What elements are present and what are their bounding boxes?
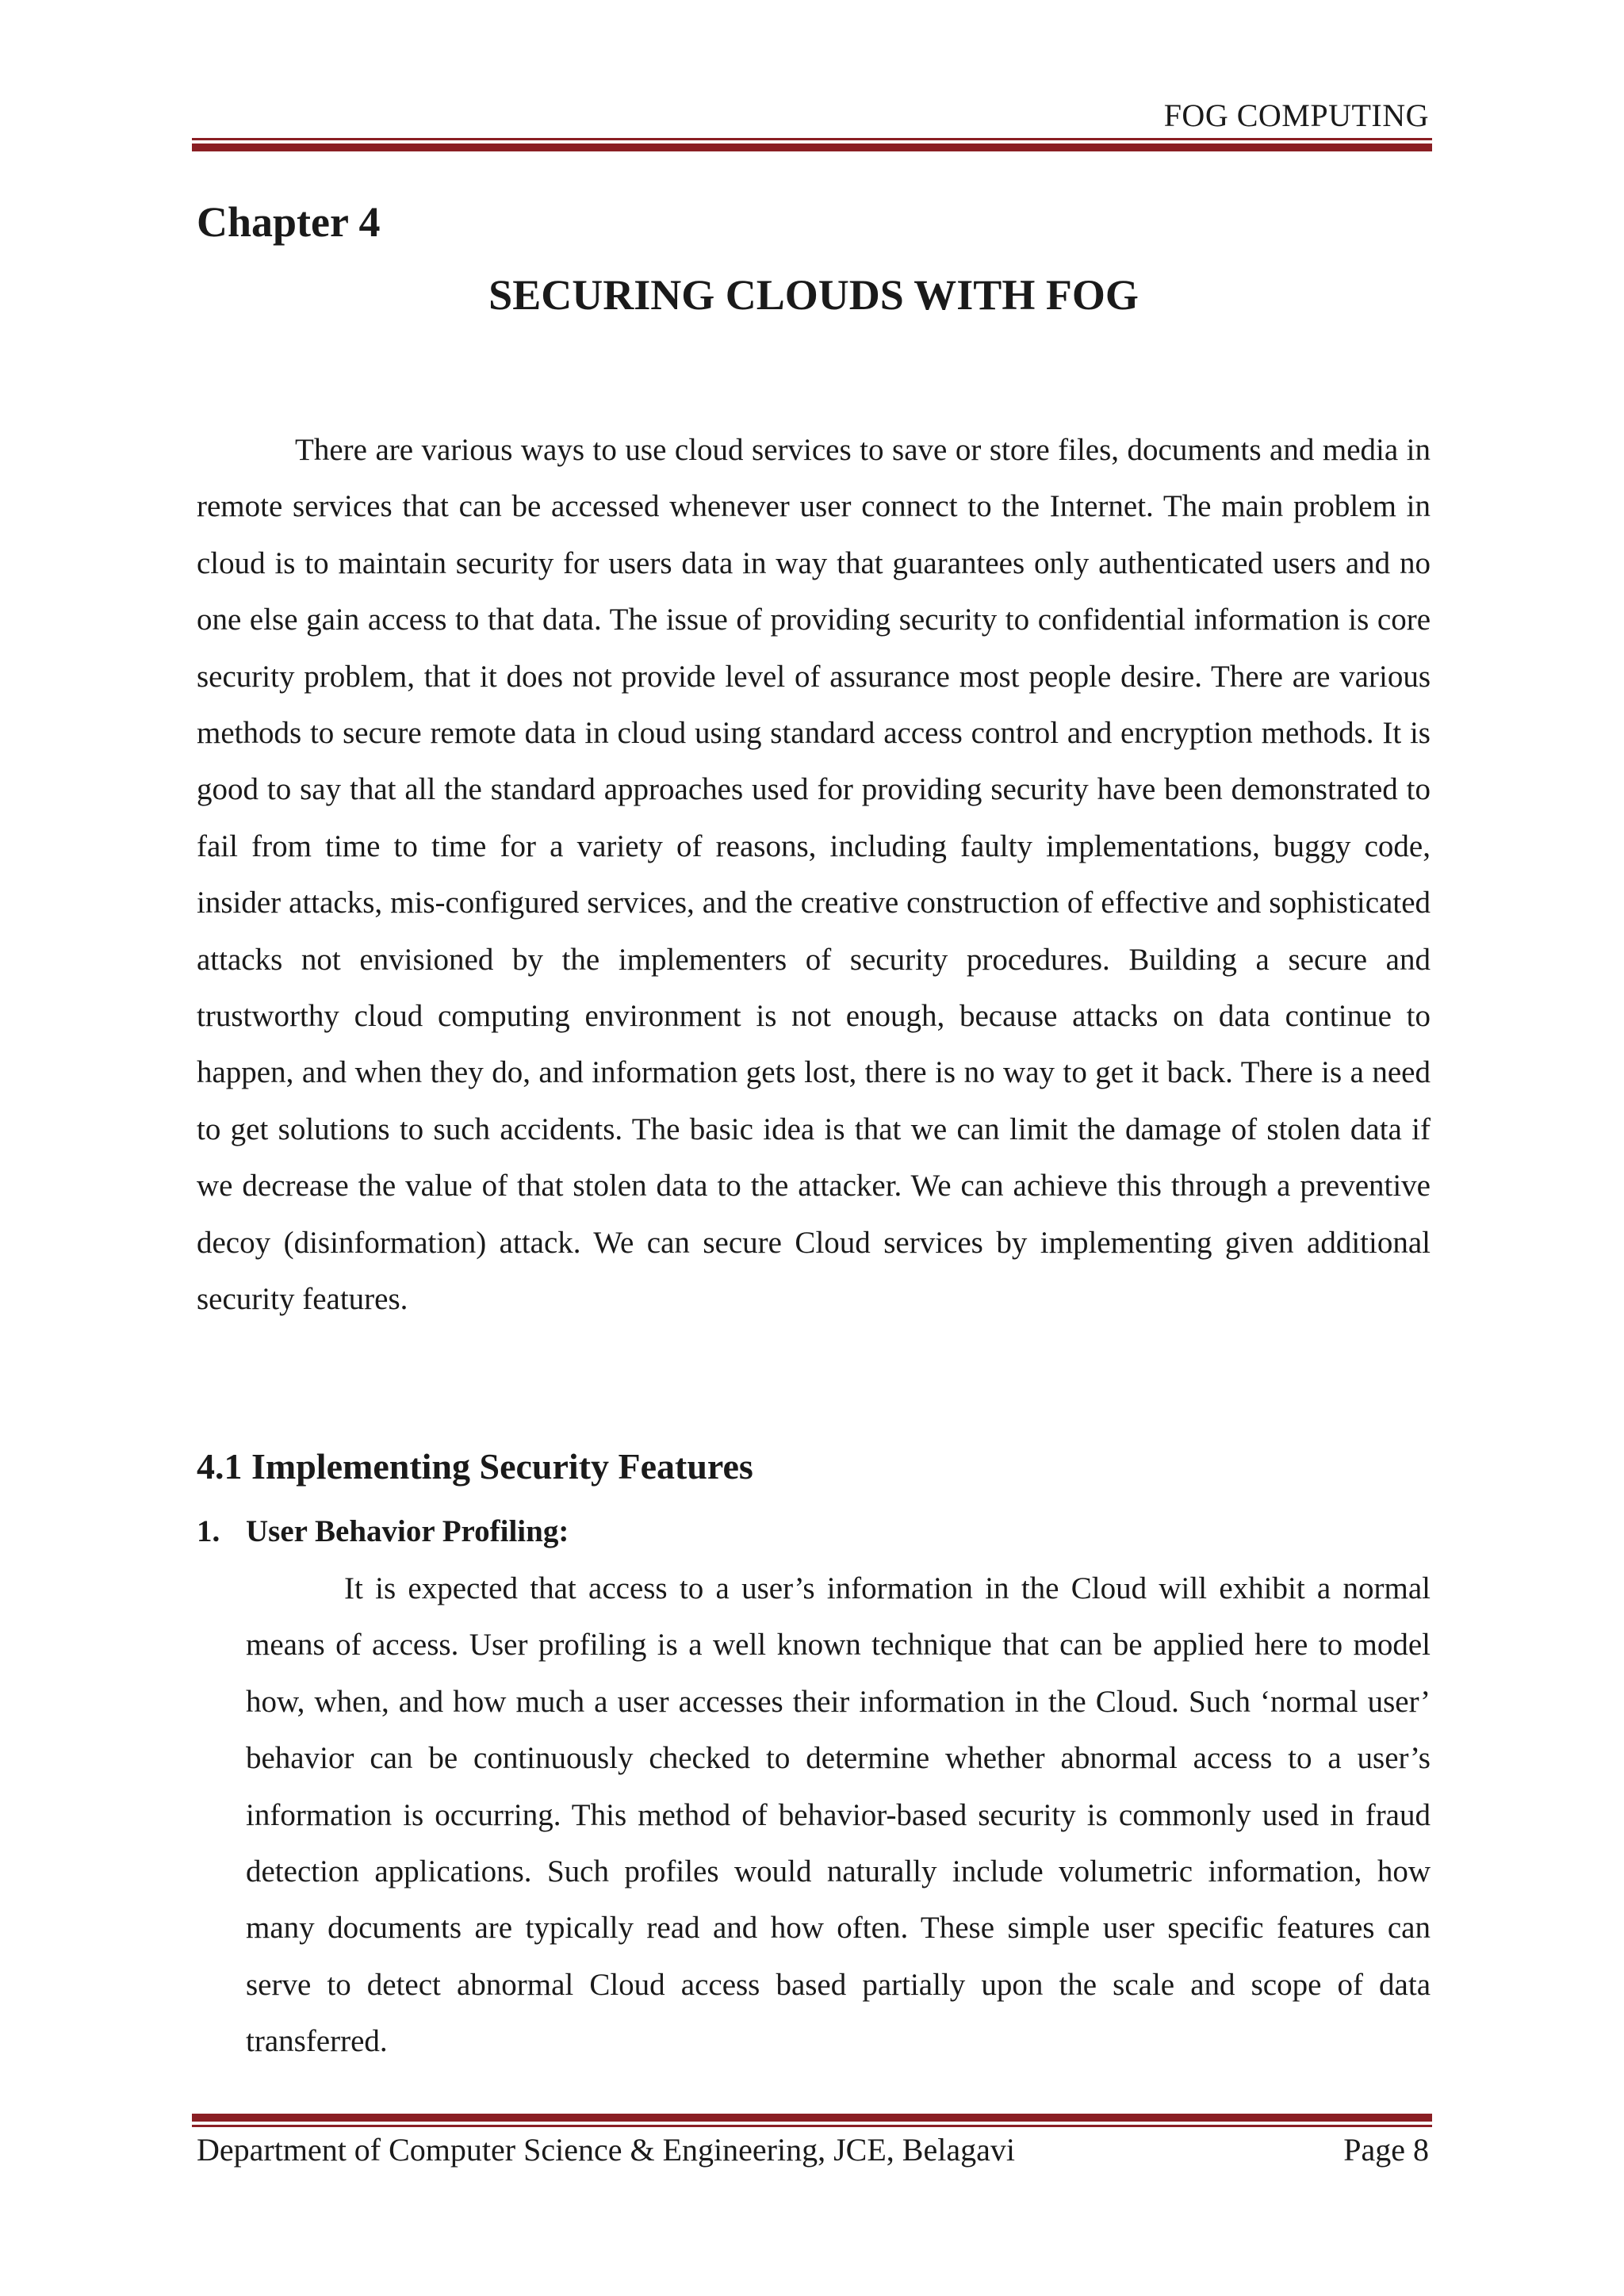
intro-paragraph: There are various ways to use cloud services to save or store files, documents and media in remote services that can be accessed whenever user connect to the Internet. The main problem in cloud is to maintain security for users data in way that guarantees only authenticated users and no one else gain access to that data. The issue of providing security to confidential information is core security problem, that it does not provide level of assurance most people desire. There are various methods to secure remote data in cloud using standard access control and encryption methods. It is good to say that all the standard approaches used for providing security have been demonstrated to fail from time to time for a variety of reasons, including faulty implementations, buggy code, insider attacks, mis-configured services, and the creative construction of effective and sophisticated attacks not envisioned by the implementers of security procedures. Building a secure and trustworthy cloud computing environment is not enough, because attacks on data continue to happen, and when they do, and information gets lost, there is no way to get it back. There is a need to get solutions to such accidents. The basic idea is that we can limit the damage of stolen data if we decrease the value of that stolen data to the attacker. We can achieve this through a preventive decoy (disinformation) attack. We can secure Cloud services by implementing given additional security features.: [197, 433, 1431, 1317]
list-item-heading: [197, 1511, 569, 1552]
list-item-title: User Behavior Profiling:: [246, 1514, 569, 1548]
list-item-body: It is expected that access to a user’s information in the Cloud will exhibit a normal means of access. User profiling is a well known technique that can be applied here to model how, when, and how much a user accesses their information in the Cloud. Such ‘normal user’ behavior can be continuously checked to determine whether abnormal access to a user’s information is occurring. This method of behavior-based security is commonly used in fraud detection applications. Such profiles would naturally include volumetric information, how many documents are typically read and how often. These simple user specific features can serve to detect abnormal Cloud access based partially upon the scale and scope of data transferred.: [246, 1571, 1431, 2059]
footer-page-number: Page 8: [1343, 2132, 1429, 2168]
header-rule: [192, 138, 1432, 151]
footer-rule-thin-line: [192, 2125, 1432, 2127]
chapter-label: Chapter 4: [197, 198, 381, 246]
header-rule-thick-line: [192, 144, 1432, 151]
footer-department: Department of Computer Science & Engineering, JCE, Belagavi: [197, 2132, 1015, 2168]
chapter-title: SECURING CLOUDS WITH FOG: [488, 271, 1139, 319]
footer-rule: [192, 2114, 1432, 2127]
list-item-number: 1.: [197, 1514, 220, 1548]
running-header: FOG COMPUTING: [1163, 98, 1429, 133]
section-heading: 4.1 Implementing Security Features: [197, 1446, 753, 1487]
footer-rule-thick-line: [192, 2114, 1432, 2122]
